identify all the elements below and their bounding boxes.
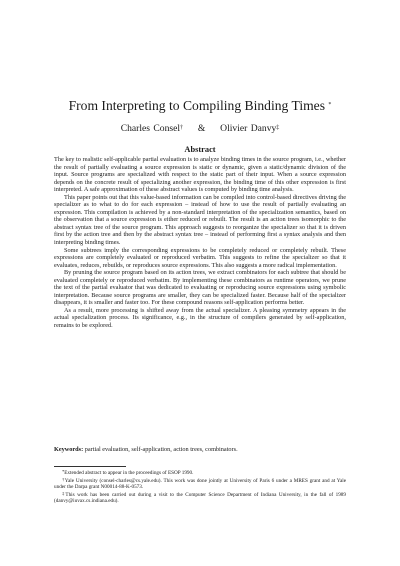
abstract-paragraph-3: Some subtrees imply the corresponding expressions to be completely reduced or completely rebuilt. These expressions are completely evaluated or reproduced verbatim. This suggests to refine the specializer so that it evaluates, reduces, rebuilds, or reproduces source expressions. This also suggests a more radical implementation. [54, 246, 346, 269]
title-text: From Interpreting to Compiling Binding Times [68, 98, 325, 113]
abstract-paragraph-5: As a result, more processing is shifted away from the actual specializer. A pleasing symmetry appears in the actual specialization process. Its significance, e.g., in the structure of compilers generated by self-application, remains to be explored. [54, 306, 346, 330]
author-separator: & [197, 123, 206, 134]
footnote-1 [54, 470, 346, 476]
abstract-paragraph-2: This paper points out that this value-based information can be compiled into control-based directives driving the specializer as to what to do for each expression – instead of how to use the result of partially evaluating an expression. This compilation is achieved by a non-standard interpretation of the specialization semantics, based on the observation that a source expression is either reduced or rebuilt. The result is an action trees isomorphic to the abstract syntax tree of the source program. This approach suggests to reorganize the specializer so that it is driven first by the action tree and then by the abstract syntax tree – instead of performing first a syntax analysis and then interpreting binding times. [54, 193, 346, 247]
author-line [60, 123, 340, 135]
footnote-1-text: Extended abstract to appear in the proceedings of ESOP 1990. [64, 470, 194, 476]
abstract-paragraph-1: The key to realistic self-applicable partial evaluation is to analyze binding times in the source program, i.e., whether the result of partially evaluating a source expression is static or dynamic, given a static/dynamic division of the input. Source programs are specialized with respect to the static part of their input. When a source expression depends on the concrete result of specializing another expression, the binding time of this other expression is first interpreted. A safe approximation of these abstract values is computed by binding time analysis. [54, 156, 346, 194]
footnote-3-text: This work has been carried out during a visit to the Computer Science Department of Indiana University, in the fall of 1989 (danvy@iuvax.cs.indiana.edu). [54, 491, 346, 504]
footnote-1-mark: * [62, 469, 65, 474]
title-footnote-mark: * [328, 102, 332, 108]
footnote-2 [54, 478, 346, 491]
author-consel: Charles Consel [120, 123, 181, 134]
footnote-3 [54, 492, 346, 505]
footnotes [54, 470, 346, 506]
author-danvy: Olivier Danvy [220, 123, 277, 134]
footnote-3-mark: ‡ [62, 490, 66, 496]
abstract-paragraph-4: By pruning the source program based on its action trees, we extract combinators for each subtree that should be evaluated completely or reproduced verbatim. By implementing these combinators as runtime operators, we prune the text of the partial evaluator that was dedicated to evaluating or reproducing source expressions using symbolic interpretation. Because source programs are smaller, they can be specialized faster. Because half of the specializer disappears, it is smaller and faster too. For these compound reasons self-application performs better. [54, 269, 346, 307]
author-consel-mark: † [180, 125, 184, 131]
footnote-2-mark: † [62, 476, 65, 482]
footnote-2-text: Yale University (consel-charles@cs.yale.edu). This work was done jointly at University of Paris 6 under a MRES grant and at Yale under the Darpa grant N00014-88-K-0573. [54, 477, 347, 490]
keywords-line [54, 446, 346, 454]
footnote-rule [54, 466, 126, 467]
abstract-heading: Abstract [184, 145, 216, 154]
paper-title [60, 98, 340, 114]
keywords-label: Keywords: [54, 446, 84, 453]
author-danvy-mark: ‡ [276, 125, 280, 131]
keywords-text: partial evaluation, self-application, action trees, combinators. [84, 446, 238, 453]
abstract-body [54, 156, 346, 330]
